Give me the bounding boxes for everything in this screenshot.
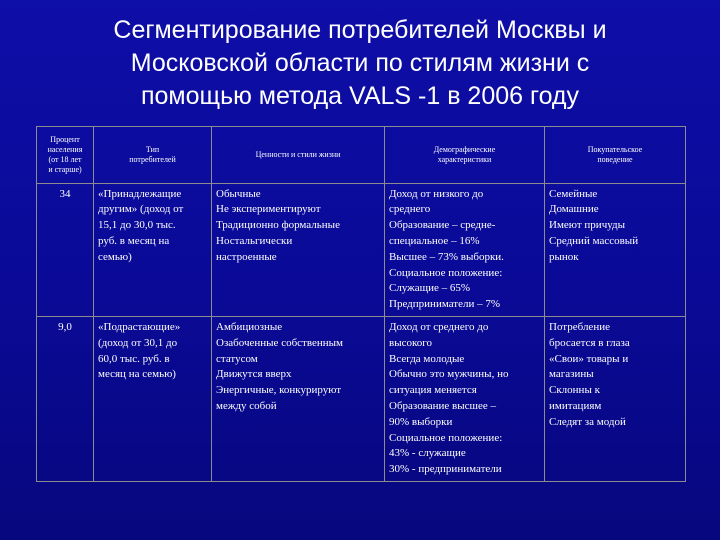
demographics-cell: Доход от низкого до среднего Образование – средне- специальное – 16% Высшее – 73% выборки. Социальное положение: Служащие – 65% Предприниматели – 7%	[385, 183, 545, 316]
consumer-type-cell: «Подрастающие» (доход от 30,1 до 60,0 тыс. руб. в месяц на семью)	[94, 317, 212, 482]
header-percent: Процент населения (от 18 лет и старше)	[37, 127, 94, 184]
header-consumer-type: Тип потребителей	[94, 127, 212, 184]
title-line: помощью метода VALS -1 в 2006 году	[140, 82, 580, 110]
behavior-cell: Потребление бросается в глаза «Свои» товары и магазины Склонны к имитациям Следят за модой	[545, 317, 686, 482]
title-line: Сегментирование потребителей Москвы и	[113, 16, 607, 44]
table-header-row	[37, 127, 686, 184]
header-values-lifestyle: Ценности и стили жизни	[212, 127, 385, 184]
consumer-type-cell: «Принадлежащие другим» (доход от 15,1 до 30,0 тыс. руб. в месяц на семью)	[94, 183, 212, 316]
percent-cell: 34	[37, 183, 94, 316]
slide-title	[40, 14, 680, 113]
table-row	[37, 317, 686, 482]
behavior-cell: Семейные Домашние Имеют причуды Средний массовый рынок	[545, 183, 686, 316]
segmentation-table	[36, 126, 686, 482]
title-line: Московской области по стилям жизни с	[130, 49, 590, 77]
demographics-cell: Доход от среднего до высокого Всегда молодые Обычно это мужчины, но ситуация меняется Образование высшее – 90% выборки Социальное положение: 43% - служащие 30% - предприниматели	[385, 317, 545, 482]
values-cell: Амбициозные Озабоченные собственным статусом Движутся вверх Энергичные, конкурируют между собой	[212, 317, 385, 482]
header-purchase-behavior: Покупательское поведение	[545, 127, 686, 184]
table-row	[37, 183, 686, 316]
header-demographics: Демографические характеристики	[385, 127, 545, 184]
percent-cell: 9,0	[37, 317, 94, 482]
values-cell: Обычные Не экспериментируют Традиционно формальные Ностальгически настроенные	[212, 183, 385, 316]
